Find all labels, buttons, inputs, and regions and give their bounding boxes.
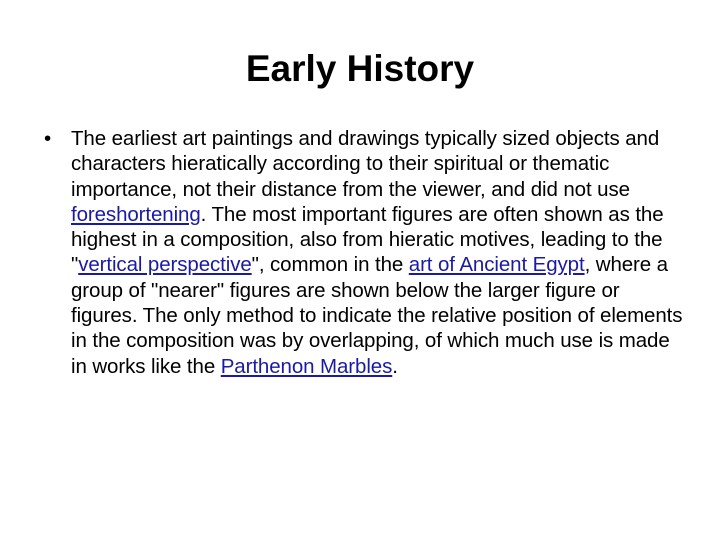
bullet-item — [44, 126, 684, 379]
vertical-perspective-link[interactable]: vertical perspective — [78, 253, 252, 277]
paragraph-text-2: . The most important figures are often shown as the highest in a composition, also from hieratic motives, leading to the " — [71, 202, 664, 277]
foreshortening-link[interactable]: foreshortening — [71, 202, 201, 226]
bullet-icon: • — [44, 127, 52, 150]
paragraph-text-3: ", common in the — [251, 253, 409, 277]
parthenon-marbles-link[interactable]: Parthenon Marbles — [220, 354, 393, 378]
art-of-ancient-egypt-link[interactable]: art of Ancient Egypt — [408, 253, 585, 277]
bullet-list — [44, 126, 684, 379]
paragraph-text-5: . — [392, 354, 398, 378]
slide-title: Early History — [245, 48, 475, 89]
paragraph-text-1: The earliest art paintings and drawings typically sized objects and characters hieratically according to their spiritual or thematic importance, not their distance from the viewer, and did not use — [71, 127, 660, 201]
paragraph-text-4: , where a group of "nearer" figures are shown below the larger figure or figures. The only method to indicate the relative position of elements in the composition was by overlapping, of which much use is made in works like the — [71, 253, 683, 378]
